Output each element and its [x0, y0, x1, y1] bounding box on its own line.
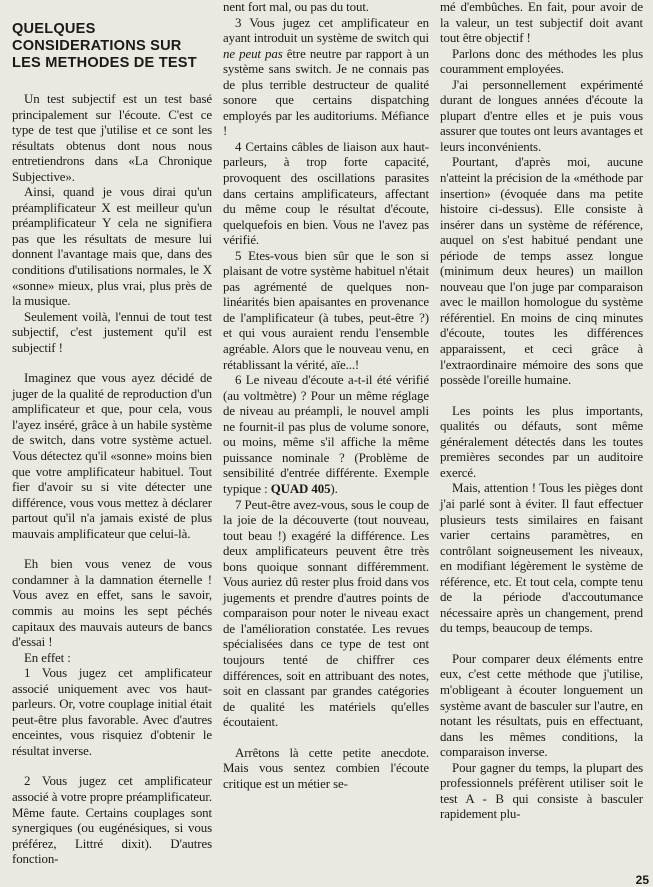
paragraph: Imaginez que vous ayez décidé de juger de la qualité de reproduction d'un amplificateur et que, pour cela, vous l'ayez inséré, grâce à un habile système de switch, dans votre système actuel. Vous détectez qu'il «sonne» moins bien que votre amplificateur habituel. Tout fier d'avoir su si vite détecter une différence, vous vous mettez à déclarer partout qu'il n'a jamais existé de plus mauvais amplificateur que celui-là.: [12, 371, 212, 541]
paragraph: J'ai personnellement expérimenté durant de longues années d'écoute la plupart d'entre elles et je puis vous assurer que toutes ont leurs avantages et leurs inconvénients.: [440, 77, 643, 154]
title-line-3: LES METHODES DE TEST: [12, 55, 197, 71]
text-run: 3 Vous jugez cet amplificateur en ayant introduit un système de switch qui: [223, 15, 429, 46]
product-name: QUAD 405: [270, 481, 331, 496]
paragraph: mé d'embûches. En fait, pour avoir de la valeur, un test subjectif doit avant tout être objectif !: [440, 0, 643, 46]
text-run: ).: [330, 481, 338, 496]
article-title: [12, 21, 212, 72]
paragraph: 7 Peut-être avez-vous, sous le coup de la joie de la découverte (tout nouveau, tout beau !) exagéré la différence. Les deux amplificateurs peuvent être très bons quoique sonnant différemment. Vous auriez dû rester plus froid dans vos jugements et prendre d'autres points de comparaison pour noter le niveau exact de l'amélioration constatée. Les revues spécialisées dans ce type de test ont toujours tenté de chiffrer ces différences, soit en attribuant des notes, soit en classant par grandes catégories de qualité les matériels qu'elles écoutaient.: [223, 497, 429, 730]
paragraph: Ainsi, quand je vous dirai qu'un préamplificateur X est meilleur qu'un préamplificateur Y cela ne signifiera pas que les résultats de mesure lui donnent l'avantage mais que, dans des conditions d'utilisations normales, le X «sonne» mieux, plus vrai, plus près de la musique.: [12, 185, 212, 309]
column-3: [440, 0, 643, 823]
paragraph: Pour comparer deux éléments entre eux, c'est cette méthode que j'utilise, m'obligeant à écouter longuement un système avant de basculer sur l'autre, en notant les résultats, puis en effectuant, dans les mêmes conditions, la comparaison inverse.: [440, 651, 643, 760]
paragraph: 5 Etes-vous bien sûr que le son si plaisant de votre système habituel n'était pas agrémenté de quelques non-linéarités bien apaisantes en provenance de l'amplificateur (à tubes, peut-être ?) et qui vous auraient rendu l'ensemble agréable. Alors que le nouveau venu, en rétablissant la vérité, aïe...!: [223, 248, 429, 372]
paragraph: 2 Vous jugez cet amplificateur associé à votre propre préamplificateur. Même faute. Certains couplages sont synergiques (ou eugénésiques, si vous préférez, Littré dixit). D'autres fonction-: [12, 774, 212, 867]
paragraph: Arrêtons là cette petite anecdote. Mais vous sentez combien l'écoute critique est un métier se-: [223, 745, 429, 791]
paragraph: [223, 16, 429, 140]
paragraph: Parlons donc des méthodes les plus couramment employées.: [440, 46, 643, 77]
paragraph: En effet :: [24, 650, 71, 665]
paragraph: Pour gagner du temps, la plupart des professionnels préfèrent utiliser soit le test A - B qui consiste à basculer rapidement plu-: [440, 760, 643, 822]
paragraph: Mais, attention ! Tous les pièges dont j'ai parlé sont à éviter. Il faut effectuer plusieurs tests similaires en faisant varier certains paramètres, en contrôlant soigneusement les niveaux, en modifiant légèrement le système de référence, etc. Et tout cela, compte tenu de la période d'accoutumance nécessaire après un changement, prend du temps, beaucoup de temps.: [440, 481, 643, 636]
text-run: 6 Le niveau d'écoute a-t-il été vérifié (au voltmètre) ? Pour un même réglage de niveau au préampli, le nouvel ampli ne fournit-il pas plus de volume sonore, ou moins, même s'il affiche la même puissance nominale ? (Problème de sensibilité d'entrée différente. Exemple typique :: [223, 373, 429, 496]
paragraph: Un test subjectif est un test basé principalement sur l'écoute. C'est ce type de test que j'utilise et ce sont les résultats obtenus dont nous nous entretiendrons dans «La Chronique Subjective».: [12, 92, 212, 184]
paragraph: nent fort mal, ou pas du tout.: [223, 0, 369, 14]
paragraph: Seulement voilà, l'ennui de tout test subjectif, c'est justement qu'il est subjectif !: [12, 309, 212, 355]
paragraph: 1 Vous jugez cet amplificateur associé uniquement avec vos haut-parleurs. Or, votre couplage initial était peut-être plus favorable. Avec d'autres enceintes, vous risquiez d'obtenir le résultat inverse.: [12, 666, 212, 758]
paragraph: [223, 373, 429, 497]
paragraph: Eh bien vous venez de vous condamner à la damnation éternelle ! Vous avez en effet, sans le savoir, commis au moins les sept péchés capitaux des mauvais auteurs de bancs d'essai !: [12, 557, 212, 650]
column-1: [12, 21, 212, 868]
title-line-1: QUELQUES: [12, 21, 96, 37]
column-2: [223, 0, 429, 792]
title-line-2: CONSIDERATIONS SUR: [12, 38, 182, 54]
page-number: 25: [635, 873, 649, 887]
paragraph: Pourtant, d'après moi, aucune n'atteint la précision de la «méthode par insertion» (évoquée dans ma petite histoire ci-dessus). Elle consiste à insérer dans un système de référence, auquel on s'est habitué pendant une période de temps assez longue (minimum deux heures) un maillon nouveau que l'on juge par comparaison avec le maillon homologue du système référentiel. En moins de cinq minutes d'écoute, toutes les différences apparaissent, et ceci grâce à l'extraordinaire mémoire des sons que possède l'oreille humaine.: [440, 155, 643, 388]
text-run: être neutre par rapport à un système sans switch. Je ne connais pas de plus terrible destructeur de qualité sonore que certains dispatching employés par les auditoriums. Méfiance !: [223, 46, 429, 139]
paragraph: Les points les plus importants, qualités ou défauts, sont même généralement détectés dans les toutes premières secondes par un auditoire exercé.: [440, 403, 643, 480]
emphasis-text: ne peut pas: [223, 46, 283, 61]
paragraph: 4 Certains câbles de liaison aux haut-parleurs, à trop forte capacité, provoquent des oscillations parasites dans certains amplificateurs, affectant du même coup le résultat d'écoute, quelquefois en bien. Vous ne l'avez pas vérifié.: [223, 139, 429, 248]
